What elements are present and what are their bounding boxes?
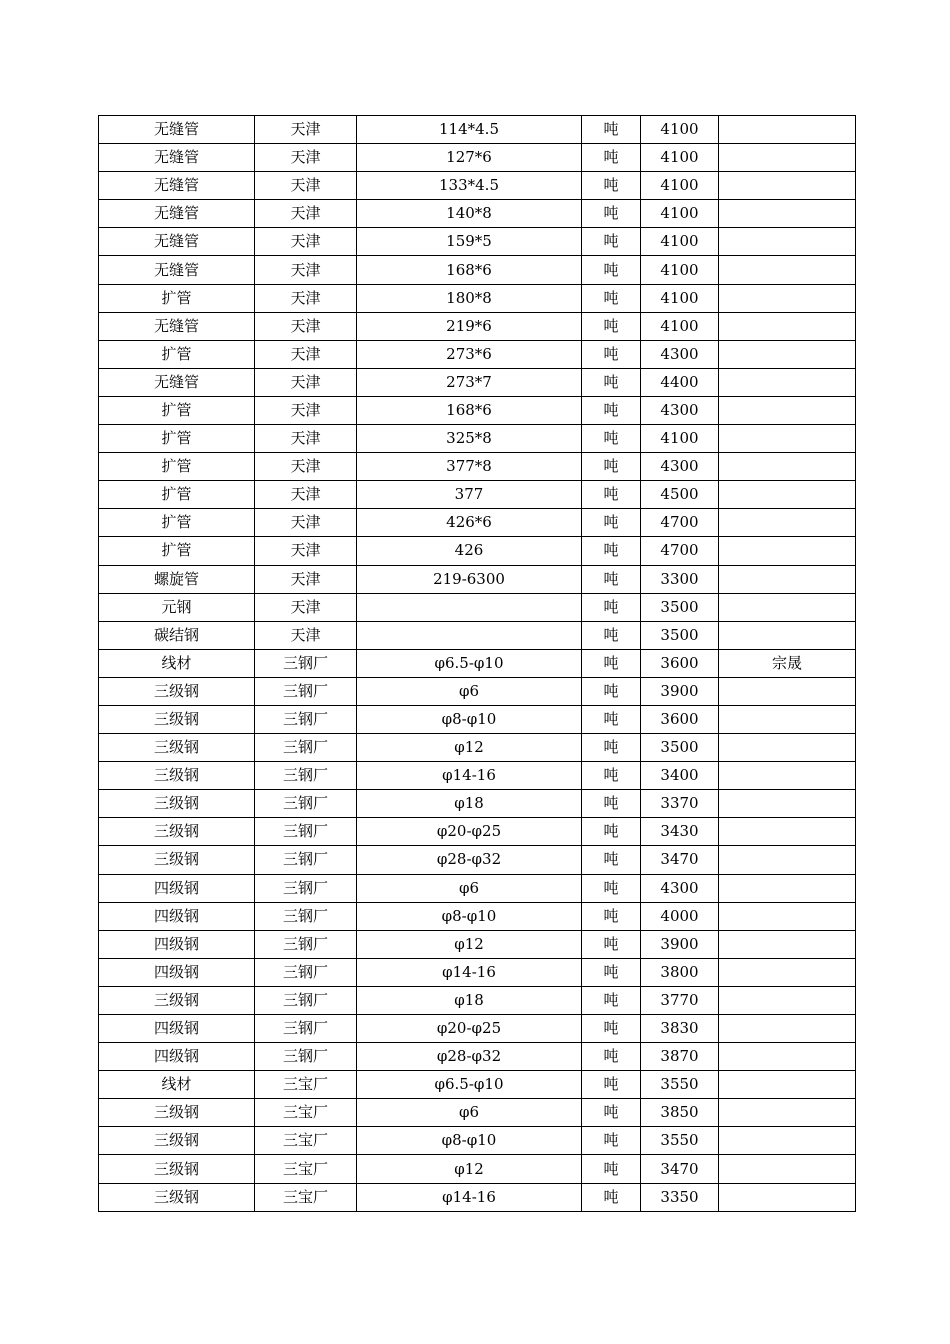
- price-cell: 4100: [641, 116, 719, 144]
- note-cell: [719, 453, 856, 481]
- table-row: [99, 1183, 856, 1211]
- table-row: [99, 368, 856, 396]
- note-cell: [719, 116, 856, 144]
- origin-cell: 天津: [255, 537, 357, 565]
- origin-cell: 天津: [255, 116, 357, 144]
- unit-cell: 吨: [582, 593, 641, 621]
- origin-cell: 天津: [255, 453, 357, 481]
- unit-cell: 吨: [582, 1183, 641, 1211]
- unit-cell: 吨: [582, 1099, 641, 1127]
- price-cell: 4100: [641, 425, 719, 453]
- spec-cell: 168*6: [357, 256, 582, 284]
- price-cell: 3350: [641, 1183, 719, 1211]
- table-row: [99, 312, 856, 340]
- origin-cell: 三钢厂: [255, 790, 357, 818]
- price-cell: 3500: [641, 593, 719, 621]
- unit-cell: 吨: [582, 958, 641, 986]
- unit-cell: 吨: [582, 172, 641, 200]
- price-cell: 4300: [641, 874, 719, 902]
- price-cell: 3900: [641, 930, 719, 958]
- product-name-cell: 扩管: [99, 396, 255, 424]
- spec-cell: φ28-φ32: [357, 846, 582, 874]
- table-row: [99, 734, 856, 762]
- note-cell: [719, 1155, 856, 1183]
- unit-cell: 吨: [582, 453, 641, 481]
- product-name-cell: 四级钢: [99, 902, 255, 930]
- origin-cell: 三钢厂: [255, 649, 357, 677]
- note-cell: [719, 846, 856, 874]
- product-name-cell: 扩管: [99, 481, 255, 509]
- note-cell: [719, 481, 856, 509]
- table-row: [99, 1127, 856, 1155]
- product-name-cell: 无缝管: [99, 256, 255, 284]
- spec-cell: φ12: [357, 930, 582, 958]
- note-cell: [719, 930, 856, 958]
- unit-cell: 吨: [582, 116, 641, 144]
- product-name-cell: 三级钢: [99, 818, 255, 846]
- unit-cell: 吨: [582, 930, 641, 958]
- product-name-cell: 三级钢: [99, 677, 255, 705]
- spec-cell: φ18: [357, 790, 582, 818]
- table-row: [99, 846, 856, 874]
- price-cell: 3470: [641, 846, 719, 874]
- product-name-cell: 三级钢: [99, 1127, 255, 1155]
- note-cell: [719, 396, 856, 424]
- product-name-cell: 四级钢: [99, 930, 255, 958]
- product-name-cell: 无缝管: [99, 172, 255, 200]
- price-cell: 3430: [641, 818, 719, 846]
- price-cell: 4100: [641, 144, 719, 172]
- product-name-cell: 三级钢: [99, 1099, 255, 1127]
- table-row: [99, 200, 856, 228]
- spec-cell: 159*5: [357, 228, 582, 256]
- spec-cell: φ6.5-φ10: [357, 649, 582, 677]
- note-cell: [719, 986, 856, 1014]
- spec-cell: [357, 593, 582, 621]
- product-name-cell: 四级钢: [99, 958, 255, 986]
- origin-cell: 天津: [255, 284, 357, 312]
- price-cell: 4500: [641, 481, 719, 509]
- spec-cell: 219*6: [357, 312, 582, 340]
- origin-cell: 天津: [255, 312, 357, 340]
- note-cell: [719, 284, 856, 312]
- origin-cell: 天津: [255, 481, 357, 509]
- product-name-cell: 无缝管: [99, 228, 255, 256]
- origin-cell: 三宝厂: [255, 1155, 357, 1183]
- note-cell: [719, 200, 856, 228]
- origin-cell: 三钢厂: [255, 705, 357, 733]
- note-cell: [719, 1071, 856, 1099]
- note-cell: [719, 565, 856, 593]
- note-cell: [719, 509, 856, 537]
- origin-cell: 三宝厂: [255, 1183, 357, 1211]
- price-cell: 3550: [641, 1071, 719, 1099]
- spec-cell: [357, 621, 582, 649]
- product-name-cell: 扩管: [99, 509, 255, 537]
- note-cell: [719, 902, 856, 930]
- price-cell: 4300: [641, 340, 719, 368]
- price-cell: 3800: [641, 958, 719, 986]
- note-cell: [719, 1015, 856, 1043]
- table-row: [99, 958, 856, 986]
- spec-cell: 180*8: [357, 284, 582, 312]
- unit-cell: 吨: [582, 481, 641, 509]
- table-row: [99, 705, 856, 733]
- price-cell: 3500: [641, 621, 719, 649]
- spec-cell: 168*6: [357, 396, 582, 424]
- note-cell: [719, 874, 856, 902]
- table-row: [99, 874, 856, 902]
- table-row: [99, 537, 856, 565]
- spec-cell: 219-6300: [357, 565, 582, 593]
- table-row: [99, 621, 856, 649]
- note-cell: [719, 818, 856, 846]
- table-row: [99, 425, 856, 453]
- unit-cell: 吨: [582, 537, 641, 565]
- price-cell: 3370: [641, 790, 719, 818]
- table-row: [99, 509, 856, 537]
- price-cell: 4100: [641, 228, 719, 256]
- spec-cell: 140*8: [357, 200, 582, 228]
- table-row: [99, 1015, 856, 1043]
- unit-cell: 吨: [582, 874, 641, 902]
- origin-cell: 三钢厂: [255, 734, 357, 762]
- price-cell: 3870: [641, 1043, 719, 1071]
- origin-cell: 三钢厂: [255, 677, 357, 705]
- note-cell: [719, 340, 856, 368]
- unit-cell: 吨: [582, 228, 641, 256]
- product-name-cell: 三级钢: [99, 790, 255, 818]
- spec-cell: 127*6: [357, 144, 582, 172]
- origin-cell: 天津: [255, 425, 357, 453]
- origin-cell: 天津: [255, 396, 357, 424]
- spec-cell: 377: [357, 481, 582, 509]
- spec-cell: φ14-16: [357, 762, 582, 790]
- price-cell: 4100: [641, 172, 719, 200]
- origin-cell: 三钢厂: [255, 762, 357, 790]
- unit-cell: 吨: [582, 986, 641, 1014]
- note-cell: [719, 958, 856, 986]
- origin-cell: 天津: [255, 368, 357, 396]
- price-cell: 3300: [641, 565, 719, 593]
- product-name-cell: 三级钢: [99, 734, 255, 762]
- note-cell: [719, 593, 856, 621]
- spec-cell: 133*4.5: [357, 172, 582, 200]
- origin-cell: 天津: [255, 172, 357, 200]
- unit-cell: 吨: [582, 565, 641, 593]
- spec-cell: φ6.5-φ10: [357, 1071, 582, 1099]
- unit-cell: 吨: [582, 621, 641, 649]
- origin-cell: 三钢厂: [255, 986, 357, 1014]
- unit-cell: 吨: [582, 340, 641, 368]
- origin-cell: 天津: [255, 621, 357, 649]
- table-row: [99, 762, 856, 790]
- unit-cell: 吨: [582, 1015, 641, 1043]
- product-name-cell: 三级钢: [99, 986, 255, 1014]
- table-row: [99, 1099, 856, 1127]
- product-name-cell: 线材: [99, 1071, 255, 1099]
- unit-cell: 吨: [582, 1127, 641, 1155]
- spec-cell: φ28-φ32: [357, 1043, 582, 1071]
- table-row: [99, 1155, 856, 1183]
- product-name-cell: 三级钢: [99, 846, 255, 874]
- origin-cell: 天津: [255, 340, 357, 368]
- product-name-cell: 三级钢: [99, 1183, 255, 1211]
- table-body: [99, 116, 856, 1212]
- origin-cell: 三钢厂: [255, 1015, 357, 1043]
- table-row: [99, 818, 856, 846]
- unit-cell: 吨: [582, 677, 641, 705]
- table-row: [99, 172, 856, 200]
- spec-cell: φ6: [357, 677, 582, 705]
- table-row: [99, 790, 856, 818]
- spec-cell: φ12: [357, 1155, 582, 1183]
- table-row: [99, 396, 856, 424]
- product-name-cell: 无缝管: [99, 200, 255, 228]
- product-name-cell: 螺旋管: [99, 565, 255, 593]
- table-row: [99, 256, 856, 284]
- product-name-cell: 扩管: [99, 340, 255, 368]
- origin-cell: 天津: [255, 593, 357, 621]
- price-cell: 4100: [641, 200, 719, 228]
- note-cell: [719, 172, 856, 200]
- product-name-cell: 无缝管: [99, 368, 255, 396]
- product-name-cell: 线材: [99, 649, 255, 677]
- note-cell: [719, 228, 856, 256]
- spec-cell: 426*6: [357, 509, 582, 537]
- unit-cell: 吨: [582, 762, 641, 790]
- note-cell: [719, 677, 856, 705]
- note-cell: [719, 256, 856, 284]
- note-cell: 宗晟: [719, 649, 856, 677]
- product-name-cell: 四级钢: [99, 1043, 255, 1071]
- origin-cell: 天津: [255, 144, 357, 172]
- price-cell: 3900: [641, 677, 719, 705]
- spec-cell: φ20-φ25: [357, 818, 582, 846]
- note-cell: [719, 734, 856, 762]
- spec-cell: 325*8: [357, 425, 582, 453]
- unit-cell: 吨: [582, 649, 641, 677]
- price-cell: 3550: [641, 1127, 719, 1155]
- price-cell: 3830: [641, 1015, 719, 1043]
- unit-cell: 吨: [582, 902, 641, 930]
- note-cell: [719, 537, 856, 565]
- spec-cell: φ12: [357, 734, 582, 762]
- price-cell: 4100: [641, 284, 719, 312]
- note-cell: [719, 368, 856, 396]
- product-name-cell: 四级钢: [99, 874, 255, 902]
- note-cell: [719, 762, 856, 790]
- origin-cell: 三钢厂: [255, 902, 357, 930]
- note-cell: [719, 425, 856, 453]
- table-row: [99, 902, 856, 930]
- table-row: [99, 284, 856, 312]
- origin-cell: 天津: [255, 200, 357, 228]
- table-row: [99, 593, 856, 621]
- table-row: [99, 228, 856, 256]
- product-name-cell: 扩管: [99, 453, 255, 481]
- spec-cell: φ6: [357, 874, 582, 902]
- price-cell: 3770: [641, 986, 719, 1014]
- table-row: [99, 565, 856, 593]
- unit-cell: 吨: [582, 509, 641, 537]
- spec-cell: φ8-φ10: [357, 705, 582, 733]
- table-row: [99, 340, 856, 368]
- unit-cell: 吨: [582, 312, 641, 340]
- note-cell: [719, 1043, 856, 1071]
- unit-cell: 吨: [582, 1043, 641, 1071]
- unit-cell: 吨: [582, 846, 641, 874]
- price-cell: 3850: [641, 1099, 719, 1127]
- unit-cell: 吨: [582, 790, 641, 818]
- product-name-cell: 碳结钢: [99, 621, 255, 649]
- price-cell: 4700: [641, 537, 719, 565]
- note-cell: [719, 312, 856, 340]
- note-cell: [719, 1183, 856, 1211]
- spec-cell: φ14-16: [357, 1183, 582, 1211]
- table-row: [99, 453, 856, 481]
- unit-cell: 吨: [582, 1071, 641, 1099]
- unit-cell: 吨: [582, 368, 641, 396]
- unit-cell: 吨: [582, 284, 641, 312]
- spec-cell: 114*4.5: [357, 116, 582, 144]
- price-cell: 4700: [641, 509, 719, 537]
- table-row: [99, 1071, 856, 1099]
- origin-cell: 天津: [255, 565, 357, 593]
- product-name-cell: 四级钢: [99, 1015, 255, 1043]
- table-row: [99, 481, 856, 509]
- table-row: [99, 930, 856, 958]
- origin-cell: 三宝厂: [255, 1127, 357, 1155]
- unit-cell: 吨: [582, 705, 641, 733]
- spec-cell: φ20-φ25: [357, 1015, 582, 1043]
- spec-cell: 273*7: [357, 368, 582, 396]
- origin-cell: 三钢厂: [255, 874, 357, 902]
- origin-cell: 三钢厂: [255, 1043, 357, 1071]
- price-cell: 4300: [641, 453, 719, 481]
- price-cell: 4300: [641, 396, 719, 424]
- origin-cell: 三宝厂: [255, 1071, 357, 1099]
- spec-cell: φ8-φ10: [357, 1127, 582, 1155]
- spec-cell: φ14-16: [357, 958, 582, 986]
- spec-cell: φ6: [357, 1099, 582, 1127]
- price-cell: 3400: [641, 762, 719, 790]
- table-row: [99, 116, 856, 144]
- table-row: [99, 986, 856, 1014]
- product-name-cell: 无缝管: [99, 116, 255, 144]
- spec-cell: 377*8: [357, 453, 582, 481]
- price-table: [98, 115, 856, 1212]
- product-name-cell: 三级钢: [99, 705, 255, 733]
- product-name-cell: 元钢: [99, 593, 255, 621]
- note-cell: [719, 1099, 856, 1127]
- price-cell: 4100: [641, 256, 719, 284]
- table-row: [99, 677, 856, 705]
- unit-cell: 吨: [582, 425, 641, 453]
- spec-cell: 273*6: [357, 340, 582, 368]
- product-name-cell: 三级钢: [99, 762, 255, 790]
- table-row: [99, 649, 856, 677]
- price-cell: 3470: [641, 1155, 719, 1183]
- origin-cell: 天津: [255, 228, 357, 256]
- note-cell: [719, 144, 856, 172]
- table-row: [99, 144, 856, 172]
- origin-cell: 三钢厂: [255, 958, 357, 986]
- price-cell: 3500: [641, 734, 719, 762]
- table-row: [99, 1043, 856, 1071]
- note-cell: [719, 1127, 856, 1155]
- unit-cell: 吨: [582, 256, 641, 284]
- origin-cell: 三钢厂: [255, 846, 357, 874]
- product-name-cell: 扩管: [99, 284, 255, 312]
- unit-cell: 吨: [582, 144, 641, 172]
- product-name-cell: 三级钢: [99, 1155, 255, 1183]
- unit-cell: 吨: [582, 396, 641, 424]
- origin-cell: 三宝厂: [255, 1099, 357, 1127]
- price-cell: 4100: [641, 312, 719, 340]
- spec-cell: φ8-φ10: [357, 902, 582, 930]
- note-cell: [719, 790, 856, 818]
- unit-cell: 吨: [582, 734, 641, 762]
- unit-cell: 吨: [582, 818, 641, 846]
- origin-cell: 三钢厂: [255, 818, 357, 846]
- price-cell: 3600: [641, 649, 719, 677]
- product-name-cell: 扩管: [99, 537, 255, 565]
- note-cell: [719, 705, 856, 733]
- origin-cell: 三钢厂: [255, 930, 357, 958]
- product-name-cell: 无缝管: [99, 144, 255, 172]
- product-name-cell: 扩管: [99, 425, 255, 453]
- unit-cell: 吨: [582, 1155, 641, 1183]
- origin-cell: 天津: [255, 256, 357, 284]
- spec-cell: φ18: [357, 986, 582, 1014]
- unit-cell: 吨: [582, 200, 641, 228]
- price-cell: 4000: [641, 902, 719, 930]
- price-cell: 4400: [641, 368, 719, 396]
- spec-cell: 426: [357, 537, 582, 565]
- price-cell: 3600: [641, 705, 719, 733]
- origin-cell: 天津: [255, 509, 357, 537]
- note-cell: [719, 621, 856, 649]
- product-name-cell: 无缝管: [99, 312, 255, 340]
